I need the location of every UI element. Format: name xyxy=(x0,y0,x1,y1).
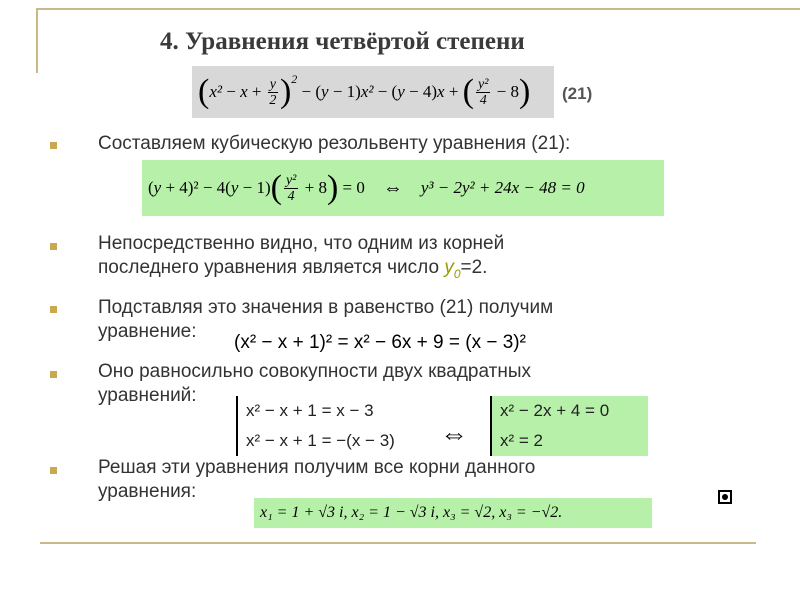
equation-label-21: (21) xyxy=(562,84,593,103)
frame-bottom-line xyxy=(40,542,756,544)
bullet-text-1: Составляем кубическую резольвенту уравнения (21): xyxy=(98,133,571,154)
bullet-marker xyxy=(50,243,57,250)
fraction-y-over-2: $\frac{y}{2}$ xyxy=(269,76,277,108)
roots-equation: x₁ = 1 + √3 i, x₂ = 1 − √3 i, x₃ = √2, x₃ = −√2. xyxy=(254,498,652,528)
bullet-text-2: Непосредственно видно, что одним из корней последнего уравнения является число $y_0=2$. xyxy=(98,233,505,281)
substituted-equation: (x² − x + 1)² = x² − 6x + 9 = (x − 3)² xyxy=(234,332,526,353)
fraction-y2-over-4-resolvent: $\frac{\text{y²}}{4}$ xyxy=(285,172,297,204)
quadratic-system-left: x² − x + 1 = x − 3 x² − x + 1 = −(x − 3) xyxy=(236,396,426,456)
frame-left-line xyxy=(36,8,38,73)
bullet-marker xyxy=(50,467,57,474)
equivalence-arrow-icon: ⇔ xyxy=(382,176,403,199)
frame-top-line xyxy=(36,8,800,10)
quadratic-system-right: x² − 2x + 4 = 0 x² = 2 xyxy=(490,396,648,456)
bullet-marker xyxy=(50,306,57,313)
bullet-text-5: Решая эти уравнения получим все корни данного уравнения: xyxy=(98,457,536,502)
bullet-marker xyxy=(50,371,57,378)
bullet-marker xyxy=(50,142,57,149)
bullet-text-3: Подставляя это значения в равенство (21) получим уравнение: xyxy=(98,297,554,342)
slide-title: 4. Уравнения четвёртой степени xyxy=(160,28,525,55)
fraction-y2-over-4: $\frac{\text{y²}}{4}$ xyxy=(477,76,489,108)
equation-21: ( x² − x + $\frac{y}{2}$ ) 2 − ( y − 1) x² − ( y − 4) x + ( $\frac{\text{y²}}{4}$ − 8 ) xyxy=(192,66,554,118)
equivalence-arrow-icon: ⇔ xyxy=(440,418,468,449)
resolvent-cubic: y³ − 2y² + 24x − 48 = 0 xyxy=(420,178,585,197)
resolvent-equation: ( y + 4)² − 4( y − 1) ( $\frac{\text{y²}}{4}$ + 8 ) = 0 ⇔ y³ − 2y² + 24x − 48 = 0 xyxy=(142,160,664,216)
end-of-proof-icon[interactable] xyxy=(718,490,732,504)
bullet-text-4: Оно равносильно совокупности двух квадратных уравнений: xyxy=(98,361,531,406)
